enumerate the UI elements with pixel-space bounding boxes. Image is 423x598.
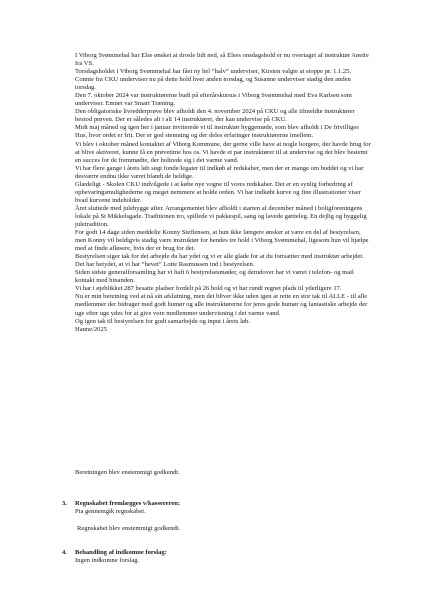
- section-number: 3.: [62, 500, 67, 507]
- section-text: Ingen indkomne forslag.: [75, 557, 140, 565]
- paragraph: Torsdagsholdet i Viborg Svømmehal har fået ny hel “halv” underviser, Kirsten valgte at stoppe pr. 1.1.25. Connie fra CKU underviser nu på dette hold hver anden torsdag, og Susanne underviser stadig den anden torsdag.: [75, 68, 352, 92]
- signoff: Hanne/2025: [75, 325, 107, 333]
- report-body: [75, 52, 371, 334]
- approval-note: Beretningen blev enstemmigt godkendt.: [75, 469, 180, 476]
- section-3: [62, 500, 180, 533]
- paragraph: Vi har flere gange i årets løb søgt fonde/legater til indkøb af redskaber, men der er mange om buddet og vi har desværre endnu ikke været blandt de heldige.: [75, 164, 364, 180]
- paragraph: I Viborg Svømmehal har Else ønsket at drosle lidt ned, så Elses onsdagshold er nu overtaget af instruktør Anette fra VS.: [75, 52, 369, 68]
- paragraph: Det har betydet, at vi har “hevet” Lotte Rasmussen ind i bestyrelsen.: [75, 261, 255, 269]
- paragraph: Nu er min beretning ved at nå sin afslutning, men det bliver ikke uden igen at rette en stor tak til ALLE - til alle medlemmer der bidrager med godt humør og alle instruktørerne for jeres gode humør og fantastiske arbejde der uge efter uge ydes for at give vore medlemmer undervisning i det varme vand.: [75, 293, 368, 317]
- paragraph: Den obligatoriske livredderprøve blev afholdt den 4. november 2024 på CKU og alle tilmeldte instruktører bestod prøven. Der er således alt i alt 14 instruktører, der kan undervise på CKU.: [75, 108, 355, 124]
- section-4: [62, 549, 167, 565]
- paragraph: Glædeligt - Skolen CKU indvilgede i at købe nye vogne til vores redskaber. Det er en synlig forbedring af opbevaringsmulighederne og meget nemmere at holde orden. Vi har indkøbt kurve og fine illustrationer viser hvad kurvene indeholder.: [75, 180, 361, 204]
- paragraph: Året sluttede med julehygge after. Arrangementet blev afholdt i starten af december måned i boligforeningens lokale på St Mikkelsgade. Traditionen tro, spillede vi pakkespil, sang og lavede gætteleg. En dejlig og hyggelig juletradition.: [75, 204, 367, 228]
- section-heading: [62, 500, 180, 508]
- paragraph: For godt 14 dage siden meddelte Konny Steffensen, at hun ikke længere ønsker at være en del af bestyrelsen, men Konny vil heldigvis stadig være instruktør for hendes tre hold i Viborg Svømmehal, ligesom hun vil hjælpe med at finde afløsere, hvis der er brug for det.: [75, 229, 369, 253]
- paragraph: Vi blev i oktober måned kontaktet af Viborg Kommune, der gerne ville have at nogle borgere, der havde brug for at blive aktiveret, kunne få en prøvetime hos os. Vi havde et par instruktører til at undervise og det blev bestemt en succes for de fremmødte, der boltrede sig i det varme vand.: [75, 140, 371, 164]
- section-heading: [62, 549, 167, 557]
- section-title: Behandling af indkomne forslag:: [75, 549, 167, 556]
- section-number: 4.: [62, 549, 67, 556]
- paragraph: Siden sidste generalforsamling har vi haft 6 bestyrelsesmøder, og derudover har vi været i telefon- og mail kontakt med hinanden.: [75, 269, 354, 285]
- section-title: Regnskabet fremlægges v/kassereren:: [75, 500, 181, 507]
- paragraph: Vi har i øjeblikket 287 besatte pladser fordelt på 26 hold og vi har rundt regnet plads til yderligere 17.: [75, 285, 342, 293]
- paragraph: Midt maj måned og igen her i januar inviterede vi til instruktør hyggemøde, som blev afholdt i De frivilliges Hus, hvor ordet er frit. Der er god stemning og der deles erfaringer instruktørerne imellem.: [75, 124, 359, 140]
- paragraph: Og igen tak til bestyrelsen for godt samarbejde og input i årets løb.: [75, 317, 251, 325]
- paragraph: Den 7. oktober 2024 var instruktørerne budt på efterårskursus i Viborg Svømmehal med Eva Karlsen som underviser. Emnet var Smart Træning.: [75, 92, 352, 108]
- section-note: Regnskabet blev enstemmigt godkendt.: [77, 525, 181, 533]
- paragraph: Bestyrelsen siger tak for det arbejde du har ydet og vi er alle glade for at du fortsætter med instruktør arbejdet.: [75, 253, 364, 261]
- section-text: Pia gennemgik regnskabet.: [75, 508, 146, 516]
